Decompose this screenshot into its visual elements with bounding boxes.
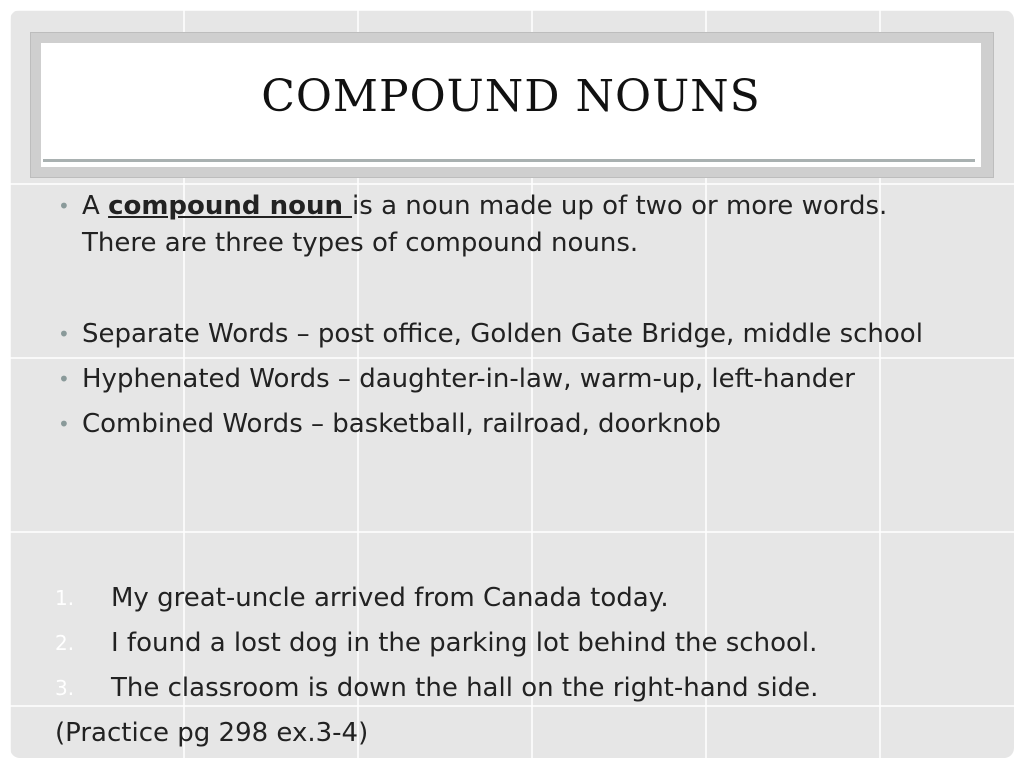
exercise-item [55,666,955,711]
spacer [50,398,930,406]
bullet-hyphenated-words [50,361,930,398]
exercise-number: 3. [55,676,75,700]
exercise-number: 1. [55,586,75,610]
bullet-text: Combined Words – basketball, railroad, doorknob [82,409,721,439]
exercise-text: My great-uncle arrived from Canada today. [111,583,669,613]
bullet-text: Separate Words – post office, Golden Gate Bridge, middle school [82,319,923,349]
exercise-list [55,576,955,756]
exercise-item [55,576,955,621]
definition-rest: is a noun made up of two or more words. There are three types of compound nouns. [82,191,888,258]
exercise-number: 2. [55,631,75,655]
bullet-marker: • [58,367,70,391]
exercise-text: The classroom is down the hall on the right-hand side. [111,673,819,703]
exercise-item [55,621,955,666]
bullet-definition [50,188,930,262]
spacer [50,353,930,361]
practice-note: (Practice pg 298 ex.3-4) [55,718,369,748]
slide-title: COMPOUND NOUNS [261,71,761,122]
title-box [41,43,981,167]
bullet-marker: • [58,412,70,436]
bullet-list [50,188,930,443]
bullet-marker: • [58,194,70,218]
title-frame [30,32,994,178]
title-underline [43,159,975,162]
bullet-text: Hyphenated Words – daughter-in-law, warm-up, left-hander [82,364,855,394]
definition-prefix: A [82,191,109,221]
spacer [50,262,930,316]
exercise-text: I found a lost dog in the parking lot behind the school. [111,628,818,658]
definition-keyword: compound noun [108,191,353,221]
bullet-separate-words [50,316,930,353]
bullet-marker: • [58,322,70,346]
bullet-combined-words [50,406,930,443]
